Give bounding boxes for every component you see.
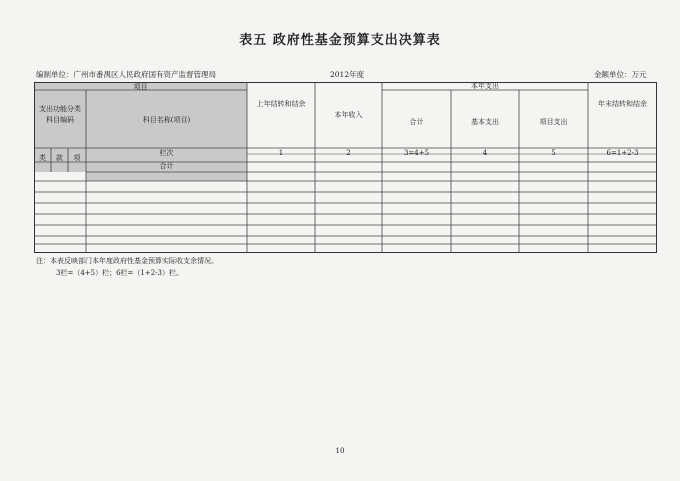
column-number: 6=1+2-3 xyxy=(606,149,639,157)
header-end-balance: 年末结转和结余 xyxy=(598,100,647,108)
column-number: 1 xyxy=(278,149,284,157)
page-title: 表五 政府性基金预算支出决算表 xyxy=(239,33,441,48)
header-basic-expense: 基本支出 xyxy=(471,118,499,126)
column-number: 5 xyxy=(551,149,556,157)
header-project-expense: 项目支出 xyxy=(539,118,568,126)
column-number: 4 xyxy=(482,149,488,157)
column-number: 3=4+5 xyxy=(403,149,430,157)
header-begin-balance: 上年结转和结余 xyxy=(256,100,306,108)
header-total: 合计 xyxy=(409,118,424,126)
page-number: 10 xyxy=(335,447,345,455)
amount-unit: 金额单位：万元 xyxy=(594,70,647,79)
header-expense-group: 本年支出 xyxy=(471,82,499,90)
header-lei: 类 xyxy=(39,154,46,162)
footnote: 注：本表反映部门本年度政府性基金预算实际收支余情况。 xyxy=(36,257,218,265)
header-project: 项目 xyxy=(133,83,148,91)
expenditure-table xyxy=(34,82,657,253)
column-number: 2 xyxy=(346,149,351,157)
footnote-formula: 3栏=（4+5）栏；6栏=（1+2-3）栏。 xyxy=(56,269,184,277)
fiscal-year: 2012年度 xyxy=(330,70,365,79)
row-label: 栏次 xyxy=(159,149,174,157)
header-function-code: 支出功能分类科目编码 xyxy=(39,105,81,124)
header-kuan: 款 xyxy=(56,154,63,162)
sum-row-label: 合计 xyxy=(159,162,174,170)
compiling-unit: 编制单位：广州市番禺区人民政府国有资产监督管理局 xyxy=(36,70,216,79)
header-xiang: 项 xyxy=(73,154,81,162)
header-income: 本年收入 xyxy=(334,111,363,119)
header-subject-name: 科目名称(项目) xyxy=(142,116,191,124)
